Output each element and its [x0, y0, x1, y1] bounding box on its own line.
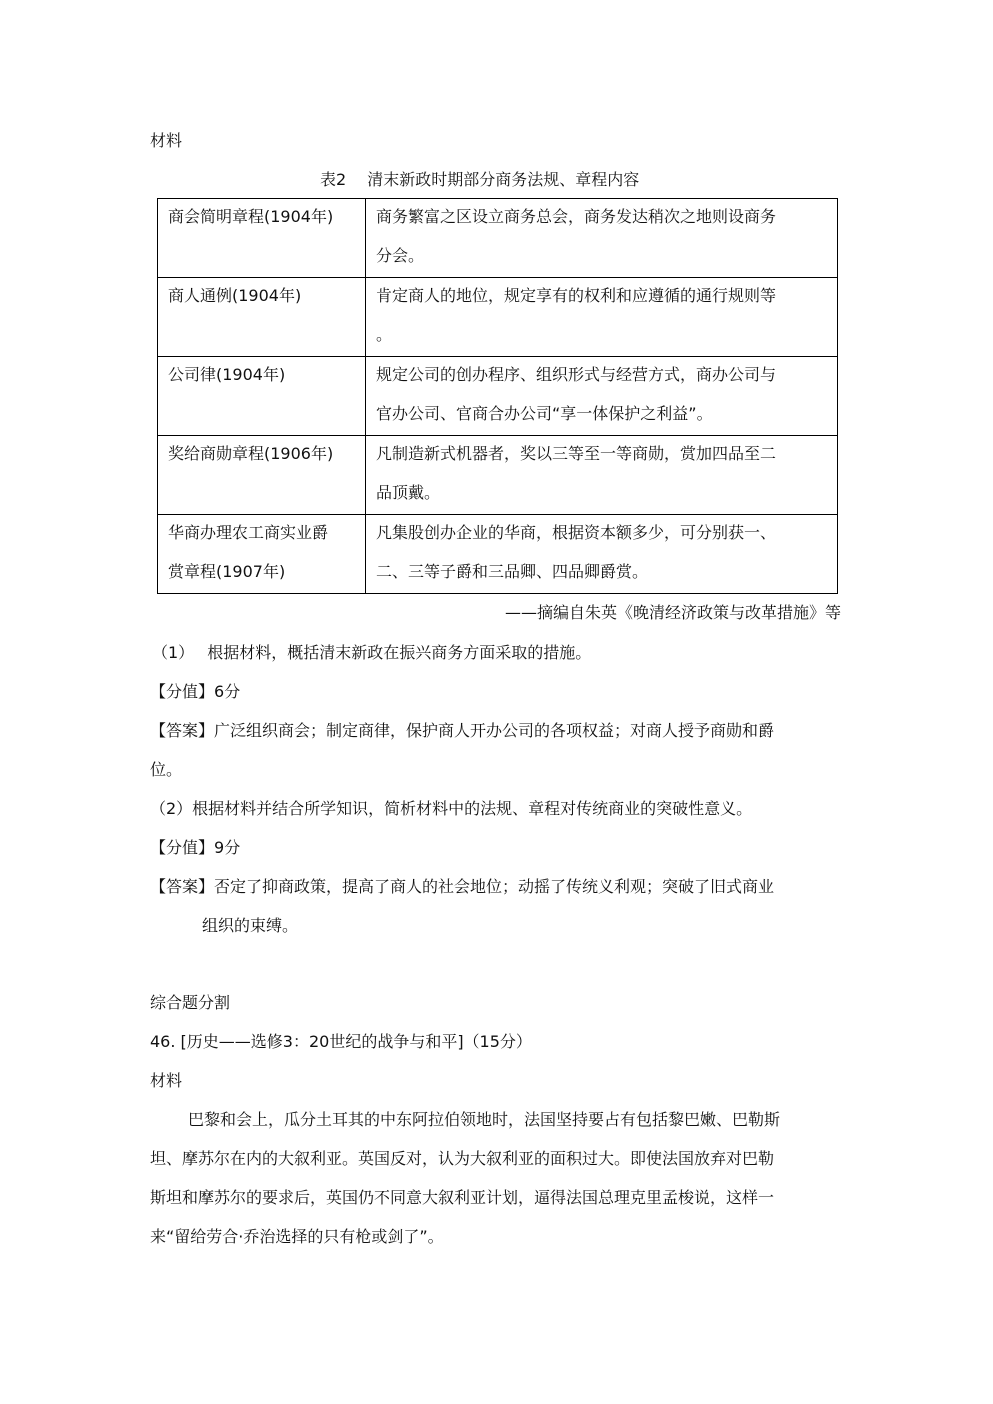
regulation-name-cell: [158, 357, 366, 436]
question-1: （1） 根据材料，概括清末新政在振兴商务方面采取的措施。: [152, 643, 592, 662]
table-row: [158, 515, 838, 594]
regulation-content-line1: 肯定商人的地位，规定享有的权利和应遵循的通行规则等: [376, 286, 777, 305]
answer-label: 【答案】: [150, 877, 215, 896]
regulation-name-cell: [158, 515, 366, 594]
regulation-name-cell: [158, 199, 366, 278]
regulations-table: [157, 198, 838, 594]
answer-text: 广泛组织商会；制定商律，保护商人开办公司的各项权益；对商人授予商勋和爵: [214, 721, 775, 740]
regulation-content-line1: 商务繁富之区设立商务总会，商务发达稍次之地则设商务: [376, 207, 777, 226]
material-paragraph-line: 来“留给劳合·乔治选择的只有枪或剑了”。: [150, 1227, 444, 1246]
answer-label: 【答案】: [150, 721, 215, 740]
regulation-name: 商会简明章程(1904年): [168, 207, 334, 226]
regulation-name-line2: 赏章程(1907年): [168, 562, 286, 581]
regulation-content-cell: [366, 278, 838, 357]
regulation-name-cell: [158, 436, 366, 515]
regulation-name: 商人通例(1904年): [168, 286, 302, 305]
score-2: [150, 837, 240, 859]
regulation-content-cell: [366, 436, 838, 515]
answer-1-line1: [150, 720, 774, 742]
score-value: 9分: [214, 838, 241, 857]
table-row: [158, 436, 838, 515]
answer-1-line2: 位。: [150, 760, 183, 779]
regulation-content-line2: 品顶戴。: [376, 483, 441, 502]
regulation-content-cell: [366, 199, 838, 278]
material-paragraph-line: 巴黎和会上，瓜分土耳其的中东阿拉伯领地时，法国坚持要占有包括黎巴嫩、巴勒斯: [188, 1110, 781, 1129]
regulation-name: 奖给商勋章程(1906年): [168, 444, 334, 463]
regulation-content-line1: 凡制造新式机器者，奖以三等至一等商勋，赏加四品至二: [376, 444, 777, 463]
score-value: 6分: [214, 682, 241, 701]
material-label: 材料: [150, 131, 183, 150]
table-row: [158, 199, 838, 278]
regulation-name-cell: [158, 278, 366, 357]
score-1: [150, 681, 240, 703]
material-label: 材料: [150, 1071, 183, 1090]
regulation-content-line2: 分会。: [376, 246, 425, 265]
table-caption: 表2 清末新政时期部分商务法规、章程内容: [320, 170, 640, 189]
score-label: 【分值】: [150, 838, 215, 857]
score-label: 【分值】: [150, 682, 215, 701]
regulation-content-cell: [366, 357, 838, 436]
regulation-name: 公司律(1904年): [168, 365, 286, 384]
question-46-heading: 46. [历史——选修3：20世纪的战争与和平]（15分）: [150, 1032, 532, 1051]
regulation-content-line2: 二、三等子爵和三品卿、四品卿爵赏。: [376, 562, 649, 581]
question-2: （2）根据材料并结合所学知识，简析材料中的法规、章程对传统商业的突破性意义。: [150, 799, 753, 818]
material-paragraph-line: 斯坦和摩苏尔的要求后，英国仍不同意大叙利亚计划，逼得法国总理克里孟梭说，这样一: [150, 1188, 775, 1207]
regulation-content-line2: 。: [376, 325, 393, 344]
section-separator: 综合题分割: [150, 993, 231, 1012]
regulation-content-line1: 凡集股创办企业的华商，根据资本额多少，可分别获一、: [376, 523, 777, 542]
regulation-content-line1: 规定公司的创办程序、组织形式与经营方式，商办公司与: [376, 365, 777, 384]
regulation-name-line1: 华商办理农工商实业爵: [168, 523, 329, 542]
answer-2-line1: [150, 876, 774, 898]
regulation-content-cell: [366, 515, 838, 594]
table-row: [158, 278, 838, 357]
source-note: ——摘编自朱英《晚清经济政策与改革措施》等: [504, 603, 841, 622]
material-paragraph-line: 坦、摩苏尔在内的大叙利亚。英国反对，认为大叙利亚的面积过大。即使法国放弃对巴勒: [150, 1149, 775, 1168]
answer-text: 否定了抑商政策，提高了商人的社会地位；动摇了传统义利观；突破了旧式商业: [214, 877, 775, 896]
regulation-content-line2: 官办公司、官商合办公司“享一体保护之利益”。: [376, 404, 713, 423]
table-row: [158, 357, 838, 436]
answer-2-line2: 组织的束缚。: [202, 916, 299, 935]
